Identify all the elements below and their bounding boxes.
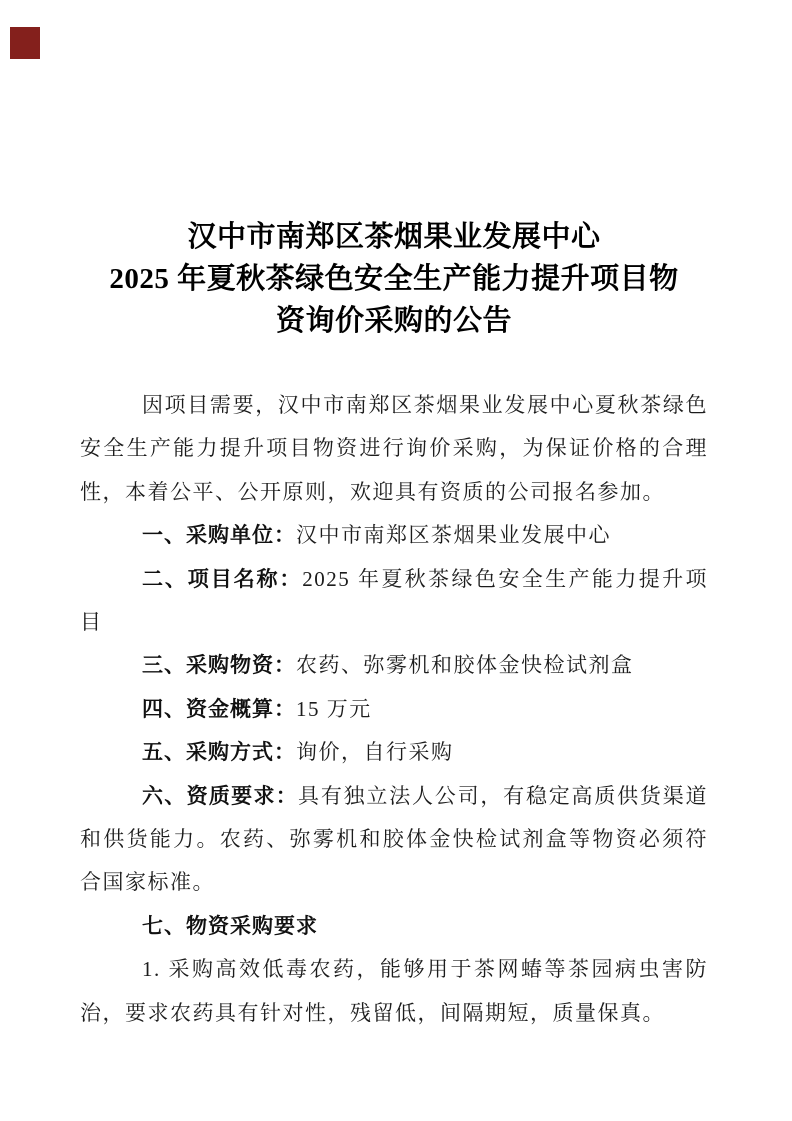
item-procurement-method — [80, 731, 708, 774]
title-line-2: 2025 年夏秋茶绿色安全生产能力提升项目物 — [109, 263, 679, 295]
item-qualification-requirements-value: 具有独立法人公司，有稳定高质供货渠道和供货能力。农药、弥雾机和胶体金快检试剂盒等物资必须符合国家标准。 — [80, 783, 709, 895]
item-goods-requirements-heading — [80, 905, 708, 948]
corner-red-mark — [10, 27, 40, 59]
item-procurement-method-label: 五、采购方式： — [142, 741, 296, 765]
item-project-name — [80, 558, 708, 645]
item-procurement-method-value: 询价，自行采购 — [296, 740, 454, 765]
item-project-name-label: 二、项目名称： — [142, 567, 303, 591]
item-purchased-goods — [80, 644, 708, 687]
title-line-3: 资询价采购的公告 — [275, 305, 512, 337]
title-line-1: 汉中市南郑区茶烟果业发展中心 — [187, 221, 601, 253]
requirement-1-paragraph: 1. 采购高效低毒农药，能够用于茶网蝽等茶园病虫害防治，要求农药具有针对性，残留低，间隔期短，质量保真。 — [80, 957, 708, 1025]
item-purchasing-unit — [80, 514, 708, 557]
document-content — [80, 216, 708, 1035]
item-budget-label: 四、资金概算： — [142, 697, 296, 721]
item-qualification-requirements — [80, 775, 708, 905]
item-purchasing-unit-label: 一、采购单位： — [142, 524, 296, 548]
item-project-name-value: 2025 年夏秋茶绿色安全生产能力提升项目 — [80, 566, 709, 635]
item-qualification-requirements-label: 六、资质要求： — [142, 784, 299, 808]
item-budget — [80, 688, 708, 731]
document-body — [80, 384, 708, 1035]
item-purchased-goods-value: 农药、弥雾机和胶体金快检试剂盒 — [296, 653, 634, 678]
item-goods-requirements-heading-label: 七、物资采购要求 — [142, 914, 318, 938]
item-purchasing-unit-value: 汉中市南郑区茶烟果业发展中心 — [296, 523, 611, 548]
item-purchased-goods-label: 三、采购物资： — [142, 654, 296, 678]
document-title — [80, 216, 708, 342]
item-budget-value: 15 万元 — [296, 696, 372, 721]
intro-paragraph: 因项目需要，汉中市南郑区茶烟果业发展中心夏秋茶绿色安全生产能力提升项目物资进行询价采购，为保证价格的合理性，本着公平、公开原则，欢迎具有资质的公司报名参加。 — [80, 393, 708, 504]
